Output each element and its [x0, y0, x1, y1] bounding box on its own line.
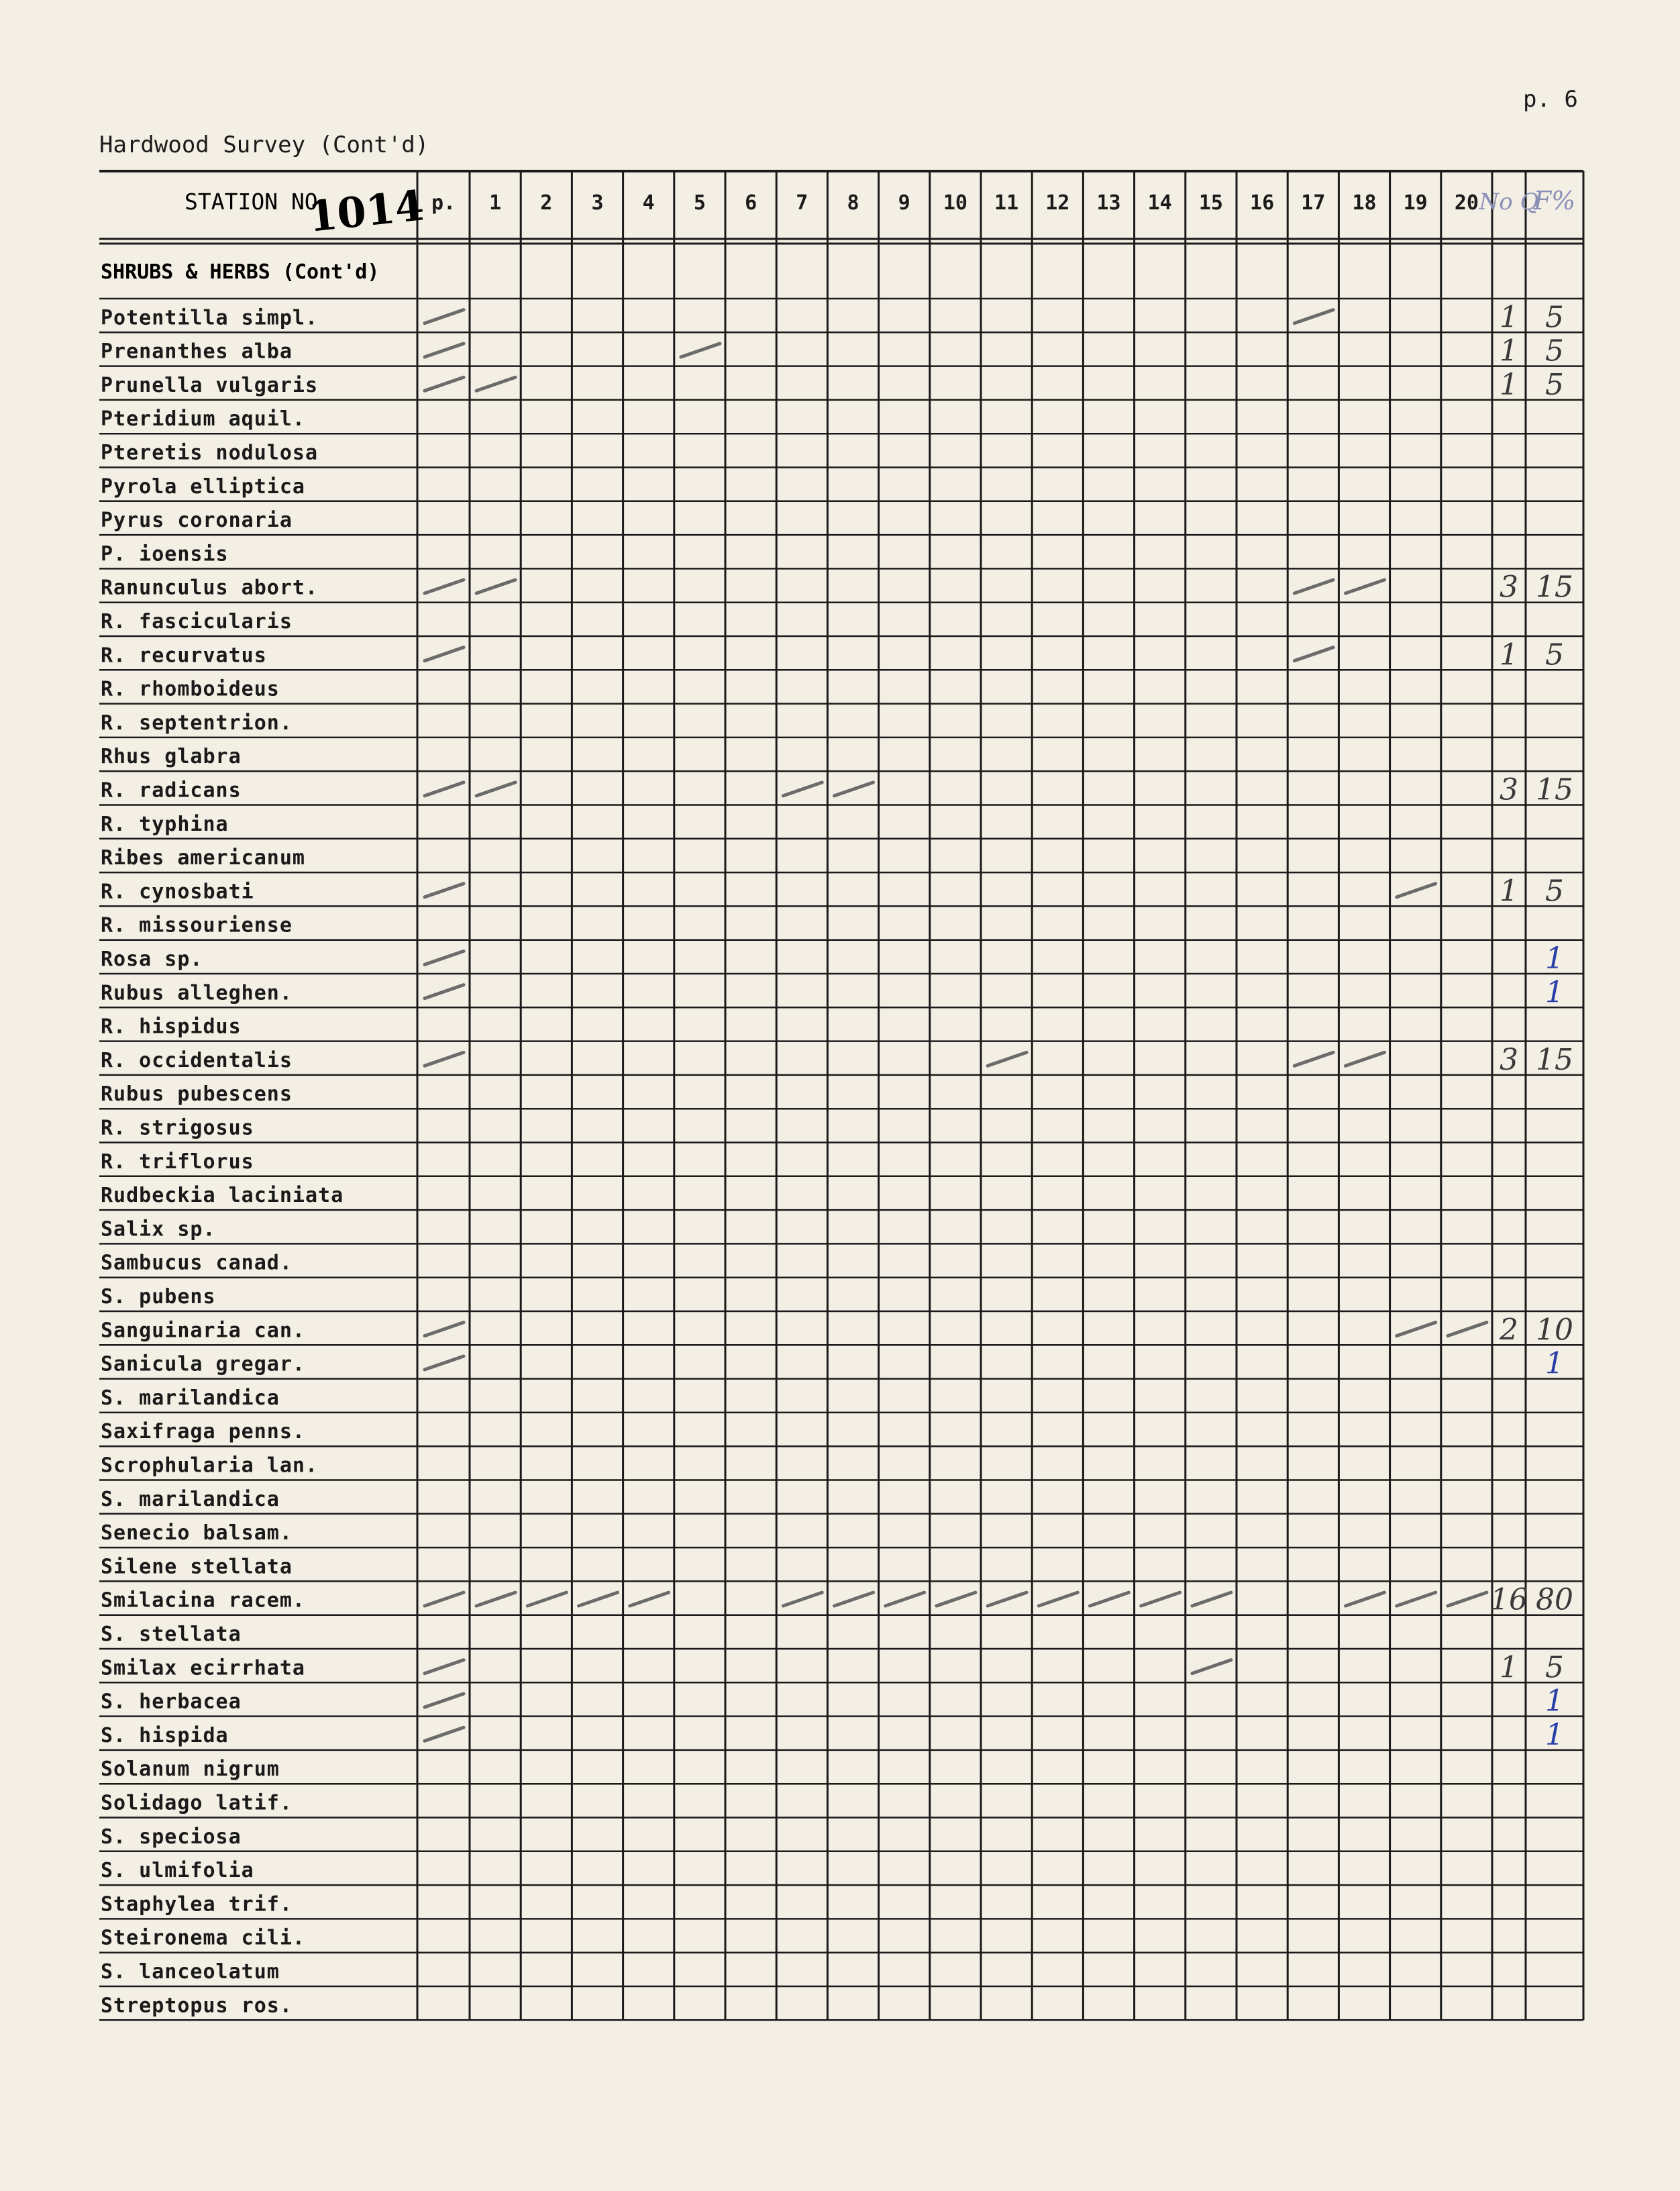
table-row: [101, 1454, 318, 1478]
check-mark-12: [1039, 1592, 1078, 1606]
col-header-9: 9: [898, 191, 910, 215]
frequency-percent: 10: [1536, 1313, 1573, 1347]
frequency-percent: 5: [1545, 638, 1564, 672]
col-header-13: 13: [1096, 191, 1121, 215]
col-header-17: 17: [1301, 191, 1326, 215]
table-row: [101, 334, 1564, 368]
frequency-percent: 1: [1545, 1346, 1564, 1381]
table-row: [101, 678, 280, 701]
table-row: [101, 475, 305, 499]
page-number: p. 6: [1523, 86, 1578, 113]
species-name: Pyrola elliptica: [101, 474, 305, 499]
station-number: 1014: [305, 181, 427, 242]
check-mark-1: [476, 782, 515, 796]
species-name: Sanguinaria can.: [101, 1319, 305, 1343]
table-row: [101, 1757, 280, 1781]
check-mark-20: [1448, 1323, 1487, 1336]
check-mark-p: [425, 1727, 464, 1741]
species-name: S. herbacea: [101, 1690, 242, 1714]
quadrat-count: 1: [1500, 874, 1518, 909]
col-header-12: 12: [1045, 191, 1070, 215]
check-mark-p: [425, 1052, 464, 1066]
table-row: [101, 1892, 293, 1916]
table-row: [101, 1347, 1564, 1381]
frequency-percent: 1: [1545, 975, 1564, 1010]
table-row: [101, 542, 229, 566]
check-mark-5: [681, 344, 720, 357]
col-header-10: 10: [943, 191, 967, 215]
species-name: Rudbeckia laciniata: [101, 1184, 344, 1208]
species-name: Ranunculus abort.: [101, 576, 319, 600]
survey-title: Hardwood Survey (Cont'd): [99, 132, 429, 158]
column-headers: [431, 186, 1575, 215]
species-name: Staphylea trif.: [101, 1892, 293, 1917]
table-row: [101, 1583, 1573, 1617]
table-row: [101, 442, 318, 465]
species-name: S. marilandica: [101, 1386, 280, 1410]
species-name: Silene stellata: [101, 1555, 293, 1579]
check-mark-1: [476, 377, 515, 391]
table-row: [101, 1684, 1564, 1719]
table-row: [101, 610, 293, 633]
species-name: Prenanthes alba: [101, 340, 293, 364]
frequency-percent: 15: [1536, 1042, 1573, 1077]
table-row: [101, 407, 305, 431]
check-mark-1: [476, 580, 515, 593]
section-label: SHRUBS & HERBS (Cont'd): [101, 260, 380, 284]
check-mark-p: [425, 1660, 464, 1674]
table-row: [101, 1521, 293, 1545]
species-name: S. ulmifolia: [101, 1859, 254, 1883]
col-header-p: p.: [431, 191, 456, 215]
station-label: STATION NO.: [185, 189, 331, 215]
frequency-percent: 5: [1545, 300, 1564, 335]
species-name: Sanicula gregar.: [101, 1352, 305, 1376]
table-row: [101, 1859, 254, 1882]
table-row: [101, 1555, 293, 1578]
check-mark-11: [988, 1052, 1027, 1066]
table-row: [101, 570, 1573, 605]
species-rows: [101, 300, 1573, 2017]
col-header-6: 6: [745, 191, 757, 215]
check-mark-15: [1192, 1592, 1231, 1606]
table-row: [101, 1015, 242, 1039]
species-name: R. typhina: [101, 812, 229, 836]
col-header-19: 19: [1403, 191, 1428, 215]
check-mark-7: [783, 782, 822, 796]
check-mark-11: [988, 1592, 1027, 1606]
check-mark-7: [783, 1592, 822, 1606]
table-row: [101, 1386, 280, 1410]
table-row: [101, 1420, 305, 1443]
table-row: [101, 1313, 1573, 1347]
col-header-20: 20: [1454, 191, 1479, 215]
col-header-8: 8: [847, 191, 859, 215]
species-name: Smilacina racem.: [101, 1588, 305, 1613]
check-mark-19: [1397, 1323, 1436, 1336]
table-row: [101, 1043, 1573, 1077]
species-name: R. recurvatus: [101, 644, 267, 668]
table-row: [101, 1285, 216, 1309]
col-header-11: 11: [994, 191, 1019, 215]
table-row: [101, 874, 1564, 908]
species-name: Steironema cili.: [101, 1926, 305, 1950]
species-name: S. pubens: [101, 1285, 216, 1309]
check-mark-p: [425, 1694, 464, 1707]
table-row: [101, 1650, 1564, 1684]
check-mark-p: [425, 782, 464, 796]
quadrat-count: 1: [1500, 367, 1518, 402]
species-name: S. stellata: [101, 1623, 242, 1646]
species-name: Rubus alleghen.: [101, 981, 293, 1005]
table-row: [101, 813, 229, 836]
frequency-percent: 5: [1545, 334, 1564, 368]
col-header-16: 16: [1250, 191, 1275, 215]
check-mark-8: [835, 1592, 874, 1606]
table-row: [101, 773, 1573, 807]
frequency-percent: 1: [1545, 1684, 1564, 1719]
table-row: [101, 1184, 344, 1207]
species-name: R. triflorus: [101, 1150, 254, 1174]
species-name: Sambucus canad.: [101, 1251, 293, 1275]
table-row: [101, 745, 242, 768]
col-header-15: 15: [1198, 191, 1223, 215]
check-mark-p: [425, 951, 464, 964]
species-name: Potentilla simpl.: [101, 306, 319, 330]
check-mark-17: [1294, 310, 1333, 323]
check-mark-p: [425, 377, 464, 391]
check-mark-1: [476, 1592, 515, 1606]
col-header-2: 2: [540, 191, 553, 215]
table-row: [101, 1825, 242, 1849]
check-mark-8: [835, 782, 874, 796]
col-header-f-pct: F%: [1533, 186, 1576, 215]
table-row: [101, 1927, 305, 1950]
check-mark-2: [527, 1592, 566, 1606]
species-name: R. cynosbati: [101, 880, 254, 904]
table-row: [101, 1117, 254, 1140]
col-header-no-q: No Q: [1479, 189, 1539, 215]
species-name: S. speciosa: [101, 1825, 242, 1849]
check-mark-p: [425, 1323, 464, 1336]
species-name: Ribes americanum: [101, 846, 305, 870]
check-mark-18: [1346, 580, 1385, 593]
frequency-percent: 5: [1545, 1650, 1564, 1685]
table-row: [101, 1994, 293, 2017]
frequency-percent: 15: [1536, 570, 1573, 605]
table-row: [101, 1082, 293, 1106]
table-row: [101, 1792, 293, 1815]
quadrat-count: 1: [1500, 300, 1518, 335]
check-mark-15: [1192, 1660, 1231, 1674]
quadrat-count: 3: [1500, 570, 1518, 605]
check-mark-p: [425, 1356, 464, 1370]
species-name: Scrophularia lan.: [101, 1454, 319, 1478]
table-row: [101, 1488, 280, 1511]
col-header-4: 4: [642, 191, 655, 215]
table-row: [101, 975, 1564, 1009]
table-row: [101, 914, 293, 937]
check-mark-4: [630, 1592, 669, 1606]
species-name: R. septentrion.: [101, 711, 293, 735]
quadrat-count: 1: [1500, 638, 1518, 672]
frequency-percent: 5: [1545, 367, 1564, 402]
col-header-1: 1: [489, 191, 502, 215]
table-row: [101, 1217, 216, 1241]
col-header-18: 18: [1352, 191, 1377, 215]
check-mark-p: [425, 344, 464, 357]
frequency-percent: 1: [1545, 941, 1564, 976]
frequency-percent: 15: [1536, 772, 1573, 807]
check-mark-p: [425, 985, 464, 999]
quadrat-count: 16: [1490, 1582, 1528, 1617]
species-name: S. lanceolatum: [101, 1960, 280, 1984]
check-mark-20: [1448, 1592, 1487, 1606]
check-mark-18: [1346, 1052, 1385, 1066]
table-row: [101, 711, 293, 735]
species-name: P. ioensis: [101, 542, 229, 566]
quadrat-count: 3: [1500, 772, 1518, 807]
frequency-percent: 1: [1545, 1717, 1564, 1752]
table-row: [101, 941, 1564, 976]
species-name: R. rhomboideus: [101, 677, 280, 701]
check-mark-19: [1397, 1592, 1436, 1606]
quadrat-count: 3: [1500, 1042, 1518, 1077]
check-mark-18: [1346, 1592, 1385, 1606]
frequency-percent: 80: [1536, 1582, 1573, 1617]
table-row: [101, 509, 293, 532]
check-mark-17: [1294, 1052, 1333, 1066]
species-name: R. missouriense: [101, 913, 293, 937]
table-row: [101, 1960, 280, 1984]
check-mark-10: [937, 1592, 976, 1606]
check-mark-p: [425, 1592, 464, 1606]
check-mark-p: [425, 648, 464, 661]
grid-lines: [99, 171, 1583, 2020]
species-name: Senecio balsam.: [101, 1521, 293, 1545]
species-name: Prunella vulgaris: [101, 373, 319, 397]
table-row: [101, 300, 1564, 334]
col-header-5: 5: [693, 191, 706, 215]
species-name: Rubus pubescens: [101, 1082, 293, 1107]
check-mark-17: [1294, 648, 1333, 661]
species-name: Rosa sp.: [101, 948, 203, 971]
check-mark-19: [1397, 884, 1436, 897]
species-name: R. hispidus: [101, 1015, 242, 1039]
col-header-14: 14: [1147, 191, 1172, 215]
species-name: R. occidentalis: [101, 1048, 293, 1072]
table-row: [101, 1718, 1564, 1752]
check-mark-p: [425, 580, 464, 593]
quadrat-count: 2: [1500, 1313, 1518, 1347]
check-mark-17: [1294, 580, 1333, 593]
species-name: Rhus glabra: [101, 745, 242, 769]
check-mark-p: [425, 884, 464, 897]
species-name: Smilax ecirrhata: [101, 1656, 305, 1680]
species-name: Solanum nigrum: [101, 1757, 280, 1782]
species-name: R. radicans: [101, 778, 242, 803]
col-header-3: 3: [591, 191, 604, 215]
species-name: R. fascicularis: [101, 610, 293, 633]
check-mark-3: [579, 1592, 618, 1606]
table-row: [101, 638, 1564, 672]
table-row: [101, 1252, 293, 1275]
col-header-7: 7: [796, 191, 808, 215]
table-row: [101, 1623, 242, 1646]
species-name: S. hispida: [101, 1723, 229, 1747]
check-mark-13: [1090, 1592, 1129, 1606]
species-name: Pteretis nodulosa: [101, 441, 319, 465]
species-name: Salix sp.: [101, 1217, 216, 1241]
species-name: S. marilandica: [101, 1487, 280, 1511]
quadrat-count: 1: [1500, 1650, 1518, 1685]
species-name: Streptopus ros.: [101, 1994, 293, 2018]
quadrat-count: 1: [1500, 334, 1518, 368]
table-row: [101, 846, 305, 870]
check-mark-14: [1141, 1592, 1180, 1606]
species-name: Solidago latif.: [101, 1791, 293, 1815]
check-mark-p: [425, 310, 464, 323]
species-name: Saxifraga penns.: [101, 1420, 305, 1444]
frequency-percent: 5: [1545, 874, 1564, 909]
table-row: [101, 368, 1564, 402]
check-mark-9: [886, 1592, 925, 1606]
table-row: [101, 1150, 254, 1174]
species-name: Pyrus coronaria: [101, 509, 293, 533]
species-name: Pteridium aquil.: [101, 407, 305, 431]
species-name: R. strigosus: [101, 1116, 254, 1140]
